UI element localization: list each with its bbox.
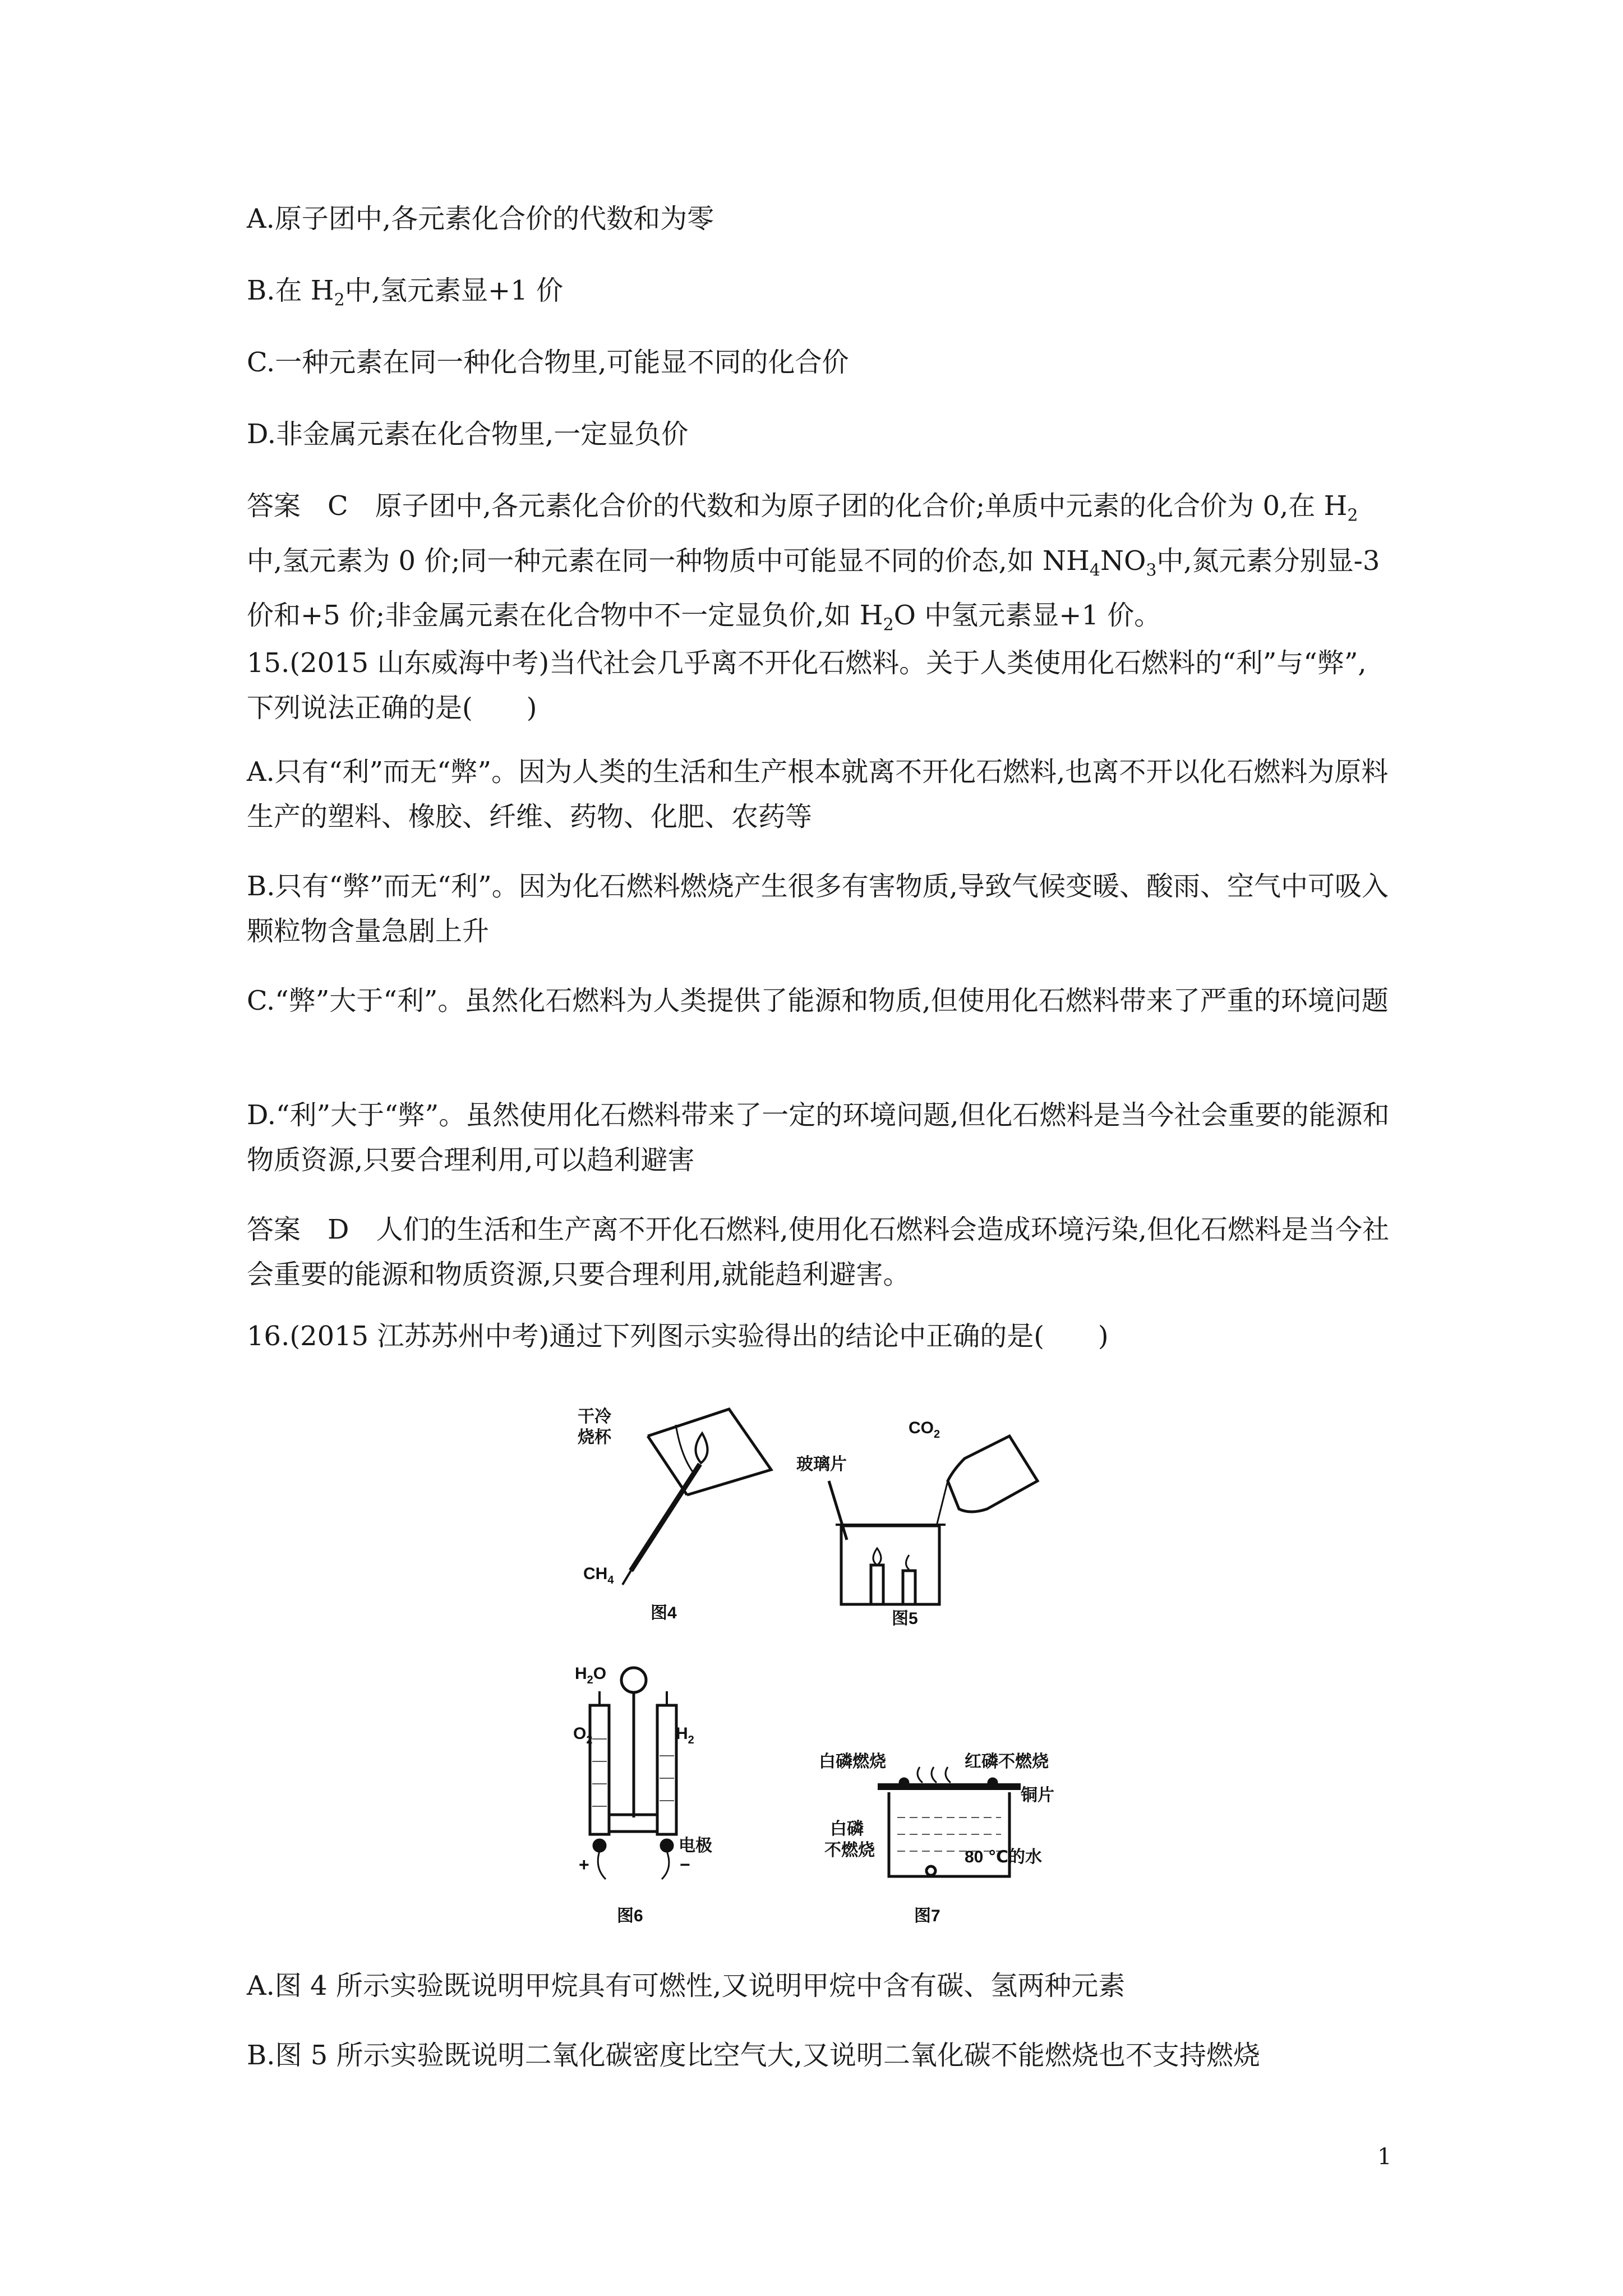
q16-option-a: A.图 4 所示实验既说明甲烷具有可燃性,又说明甲烷中含有碳、氢两种元素: [247, 1970, 1126, 2001]
q14-option-b: B.在 $H_2$中,氢元素显+1 价: [247, 275, 564, 310]
figure-5: [829, 1436, 1038, 1604]
q15-answer: 答案 D 人们的生活和生产离不开化石燃料,使用化石燃料会造成环境污染,但化石燃料是当今社会重要的能源和物质资源,只要合理利用,就能趋利避害。: [247, 1214, 1390, 1290]
q14-option-c: C.一种元素在同一种化合物里,可能显不同的化合价: [247, 347, 849, 378]
page-number: 1: [1377, 2144, 1392, 2170]
fig7-caption: 图7: [914, 1907, 940, 1925]
q16-stem: 16.(2015 江苏苏州中考)通过下列图示实验得出的结论中正确的是( ): [247, 1320, 1109, 1352]
figure-6: [590, 1668, 676, 1879]
fig7-copper-label: 铜片: [1021, 1786, 1054, 1805]
answer-label: 答案: [247, 490, 301, 522]
figure-4: [623, 1409, 771, 1585]
fig7-water-label: 80 ℃的水: [965, 1848, 1043, 1866]
fig6-minus-label: −: [680, 1855, 690, 1875]
answer-label: 答案: [247, 1214, 301, 1245]
fig6-left-gas-label: $O_2$: [573, 1724, 593, 1746]
fig7-white-no-burn-label-2: 不燃烧: [824, 1841, 875, 1860]
fig7-red-no-burn-label: 红磷不燃烧: [965, 1752, 1049, 1771]
fig4-beaker-label-2: 烧杯: [578, 1428, 611, 1447]
fig5-plate-label: 玻璃片: [796, 1455, 847, 1474]
answer-letter: C: [328, 490, 348, 522]
fig7-water-fill: [897, 1818, 1001, 1851]
q14-option-a: A.原子团中,各元素化合价的代数和为零: [247, 203, 714, 234]
fig7-white-burn-label: 白磷燃烧: [819, 1752, 886, 1771]
fig6-right-gas-label: $H_2$: [676, 1724, 694, 1746]
fig6-water-label: $H_2O$: [575, 1664, 607, 1686]
answer-letter: D: [328, 1214, 349, 1245]
q15-option-c: C.“弊”大于“利”。虽然化石燃料为人类提供了能源和物质,但使用化石燃料带来了严重的环境问题: [247, 985, 1389, 1016]
fig5-caption: 图5: [892, 1609, 918, 1628]
fig6-electrode-label: 电极: [679, 1837, 712, 1855]
fig7-white-no-burn-label-1: 白磷: [830, 1820, 864, 1838]
fig4-caption: 图4: [651, 1604, 677, 1622]
fig4-beaker-label-1: 干冷: [578, 1407, 611, 1426]
q15-option-b: B.只有“弊”而无“利”。因为化石燃料燃烧产生很多有害物质,导致气候变暖、酸雨、空气中可吸入颗粒物含量急剧上升: [247, 871, 1389, 947]
q16-option-b: B.图 5 所示实验既说明二氧化碳密度比空气大,又说明二氧化碳不能燃烧也不支持燃烧: [247, 2040, 1260, 2071]
fig6-caption: 图6: [617, 1907, 643, 1925]
q15-stem: 15.(2015 山东威海中考)当代社会几乎离不开化石燃料。关于人类使用化石燃料的“利”与“弊”,下列说法正确的是( ): [247, 647, 1367, 724]
fig6-plus-label: +: [579, 1855, 589, 1875]
fig5-gas-label: $CO_2$: [909, 1419, 940, 1441]
q14-option-d: D.非金属元素在化合物里,一定显负价: [247, 418, 689, 450]
fig4-gas-label: $CH_4$: [583, 1565, 614, 1586]
q14-answer: 答案 C 原子团中,各元素化合价的代数和为原子团的化合价;单质中元素的化合价为 0,在 $H_2$中,氢元素为 0 价;同一种元素在同一种物质中可能显不同的价态,如 $NH_4NO_3$中,氮元素分别显-3 价和+5 价;非金属元素在化合物中不一定显负价,如 $H_2O$ 中氢元素显+1 价。: [247, 490, 1380, 635]
q15-option-d: D.“利”大于“弊”。虽然使用化石燃料带来了一定的环境问题,但化石燃料是当今社会重要的能源和物质资源,只要合理利用,可以趋利避害: [247, 1099, 1390, 1176]
q15-option-a: A.只有“利”而无“弊”。因为人类的生活和生产根本就离不开化石燃料,也离不开以化石燃料为原料生产的塑料、橡胶、纤维、药物、化肥、农药等: [247, 756, 1389, 832]
